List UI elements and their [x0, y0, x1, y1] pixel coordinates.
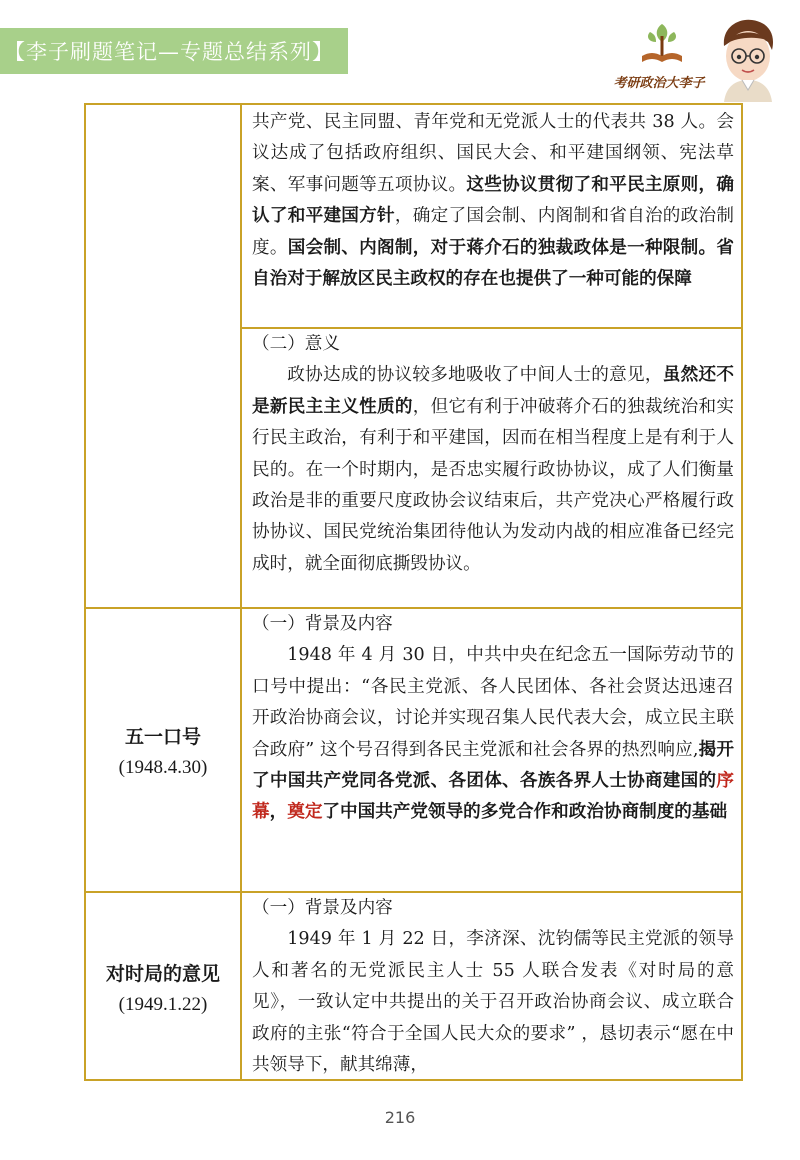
emphasis-bold-text: 虽然还不是新民主主义性质的 [252, 365, 734, 417]
page-number: 216 [384, 1108, 416, 1127]
column-divider [240, 105, 242, 1079]
text-run: 政协达成的协议较多地吸收了中间人士的意见， [287, 365, 663, 386]
banner-title: 【李子刷题笔记—专题总结系列】 [4, 40, 334, 64]
content-cell [252, 893, 734, 1081]
section-subheading: （一）背景及内容 [252, 614, 393, 634]
emphasis-bold-text: 了中国共产党领导的多党合作和政治协商制度的基础 [322, 802, 728, 823]
text-run: 1948 年 4 月 30 日，中共中央在纪念五一国际劳动节的口号中提出：“各民主党派、各人民团体、各社会贤达迅速召开政治协商会议，讨论并实现召集人民代表大会，成立民主联合政府” 这个号召得到各民主党派和社会各界的热烈响应, [252, 645, 734, 760]
section-subheading: （二）意义 [252, 334, 340, 354]
emphasis-red-text: 序幕 [252, 771, 734, 823]
content-cell [252, 609, 734, 829]
emphasis-bold-text: ， [269, 802, 288, 823]
paragraph [252, 107, 734, 295]
brand-logo [600, 10, 800, 100]
emphasis-bold-text: 国会制、内阁制，对于蒋介石的独裁政体是一种限制。省自治对于解放区民主政权的存在也提供了一种可能的保障 [252, 237, 734, 290]
text-run: 共产党、民主同盟、青年党和无党派人士的代表共 38 人。会议达成了包括政府组织、国民大会、和平建国纲领、宪法草案、军事问题等五项协议。 [252, 112, 734, 195]
content-cell [252, 107, 734, 295]
label-cell-wuyi [86, 609, 240, 891]
section-subheading: （一）背景及内容 [252, 898, 393, 918]
emphasis-bold-text: 揭开了中国共产党同各党派、各团体、各族各界人士协商建国的 [252, 739, 734, 792]
label-date: (1948.4.30) [118, 756, 208, 778]
text-run: ，确定了国会制、内阁制和省自治的政治制度。 [252, 206, 734, 258]
emphasis-red-text: 奠定 [287, 802, 323, 823]
topic-table [84, 103, 743, 1081]
label-date: (1949.1.22) [118, 993, 208, 1015]
paragraph [252, 640, 734, 828]
label-cell-shiju [86, 893, 240, 1081]
paragraph [252, 360, 734, 580]
text-run: ，但它有利于冲破蒋介石的独裁统治和实行民主政治，有利于和平建国，因而在相当程度上是有利于人民的。在一个时期内，是否忠实履行政协协议，成了人们衡量政治是非的重要尺度政协会议结束后，共产党决心严格履行政协协议、国民党统治集团待他认为发动内战的相应准备已经完成时，就全面彻底撕毁协议。 [252, 396, 734, 574]
cartoon-avatar-icon [716, 16, 780, 102]
series-banner [0, 28, 348, 74]
label-title: 五一口号 [124, 725, 201, 748]
paragraph [252, 924, 734, 1081]
label-title: 对时局的意见 [105, 962, 220, 985]
book-tree-logo-icon [636, 18, 688, 70]
logo-caption: 考研政治大李子 [613, 76, 705, 91]
content-cell [252, 329, 734, 580]
text-run: 1949 年 1 月 22 日，李济深、沈钧儒等民主党派的领导人和著名的无党派民主人士 55 人联合发表《对时局的意见》，一致认定中共提出的关于召开政治协商会议、成立联合政府的主张“符合于全国人民大众的要求” ，恳切表示“愿在中共领导下，献其绵薄， [252, 929, 734, 1076]
emphasis-bold-text: 这些协议贯彻了和平民主原则，确认了和平建国方针 [252, 174, 734, 227]
